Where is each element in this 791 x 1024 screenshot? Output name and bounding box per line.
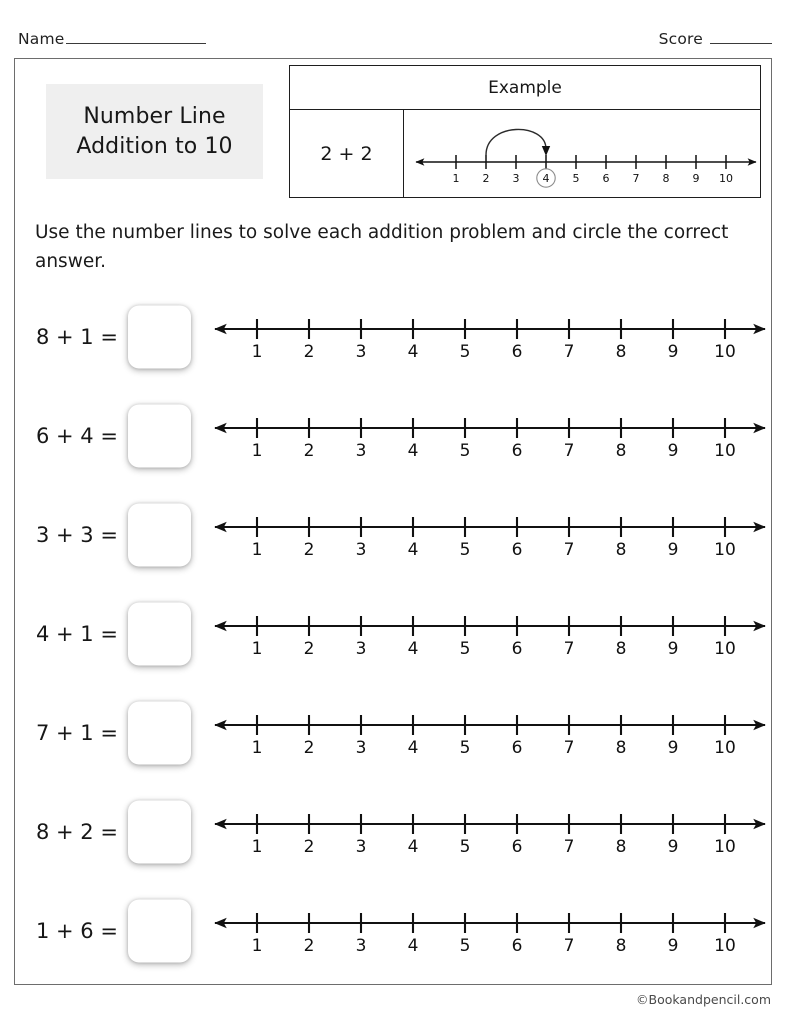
numberline-tick-label: 2 <box>482 172 490 185</box>
example-equation: 2 + 2 <box>290 110 404 197</box>
problem-row <box>15 881 773 980</box>
numberline-tick-label: 3 <box>355 341 367 362</box>
problem-numberline[interactable] <box>207 503 767 567</box>
numberline-tick-label: 6 <box>511 638 523 659</box>
numberline-tick-label: 3 <box>355 440 367 461</box>
numberline-tick-label: 8 <box>615 341 627 362</box>
numberline-tick-label: 10 <box>719 172 733 185</box>
numberline-tick-label: 7 <box>563 638 575 659</box>
problem-equation: 7 + 1 = <box>36 720 118 745</box>
problem-row <box>15 287 773 386</box>
numberline-tick-label: 7 <box>563 935 575 956</box>
numberline-tick-label: 4 <box>542 172 550 185</box>
numberline-tick-label: 4 <box>407 638 419 659</box>
numberline-tick-label: 8 <box>662 172 670 185</box>
problem-numberline[interactable] <box>207 899 767 963</box>
page-header <box>0 0 791 58</box>
numberline-tick-label: 9 <box>667 341 679 362</box>
problem-numberline[interactable] <box>207 701 767 765</box>
footer-credit: ©Bookandpencil.com <box>636 992 771 1007</box>
numberline-tick-label: 3 <box>512 172 520 185</box>
problem-list <box>15 287 773 980</box>
page-title-line-1: Number Line <box>83 103 226 129</box>
problem-equation: 4 + 1 = <box>36 621 118 646</box>
numberline-tick-label: 8 <box>615 539 627 560</box>
answer-input-box[interactable] <box>128 305 191 368</box>
numberline-tick-label: 6 <box>511 440 523 461</box>
score-write-line[interactable] <box>710 43 772 44</box>
numberline-tick-label: 6 <box>511 737 523 758</box>
numberline-tick-label: 8 <box>615 836 627 857</box>
score-label: Score <box>658 30 703 48</box>
numberline-tick-label: 9 <box>692 172 700 185</box>
numberline-tick-label: 6 <box>511 836 523 857</box>
numberline-tick-label: 6 <box>602 172 610 185</box>
worksheet-title-block <box>46 84 263 179</box>
numberline-tick-label: 1 <box>251 935 263 956</box>
numberline-tick-label: 1 <box>251 341 263 362</box>
problem-equation: 6 + 4 = <box>36 423 118 448</box>
numberline-tick-label: 10 <box>714 935 736 956</box>
problem-row <box>15 683 773 782</box>
numberline-tick-label: 2 <box>303 638 315 659</box>
worksheet-body <box>14 58 772 985</box>
numberline-tick-label: 1 <box>251 836 263 857</box>
problem-numberline-svg <box>207 899 767 963</box>
numberline-tick-label: 10 <box>714 638 736 659</box>
numberline-tick-label: 6 <box>511 341 523 362</box>
numberline-tick-label: 2 <box>303 935 315 956</box>
name-label: Name <box>18 30 65 48</box>
numberline-tick-label: 2 <box>303 440 315 461</box>
numberline-tick-label: 5 <box>459 341 471 362</box>
problem-numberline[interactable] <box>207 602 767 666</box>
numberline-tick-label: 6 <box>511 539 523 560</box>
numberline-tick-label: 1 <box>251 539 263 560</box>
problem-numberline-svg <box>207 305 767 369</box>
page-title-line-2: Addition to 10 <box>76 133 233 159</box>
numberline-tick-label: 4 <box>407 539 419 560</box>
numberline-tick-label: 7 <box>563 836 575 857</box>
numberline-tick-label: 1 <box>452 172 460 185</box>
numberline-tick-label: 2 <box>303 737 315 758</box>
numberline-tick-label: 5 <box>459 539 471 560</box>
numberline-tick-label: 4 <box>407 440 419 461</box>
numberline-tick-label: 9 <box>667 440 679 461</box>
example-arrow-head <box>542 146 550 156</box>
problem-numberline-svg <box>207 404 767 468</box>
numberline-tick-label: 1 <box>251 440 263 461</box>
numberline-tick-label: 10 <box>714 440 736 461</box>
example-numberline-svg <box>404 110 760 197</box>
numberline-tick-label: 9 <box>667 539 679 560</box>
numberline-tick-label: 9 <box>667 935 679 956</box>
numberline-tick-label: 9 <box>667 737 679 758</box>
numberline-tick-label: 5 <box>459 935 471 956</box>
numberline-tick-label: 8 <box>615 935 627 956</box>
numberline-tick-label: 5 <box>459 836 471 857</box>
numberline-tick-label: 7 <box>563 737 575 758</box>
numberline-tick-label: 3 <box>355 539 367 560</box>
score-field-group <box>659 30 772 48</box>
numberline-tick-label: 8 <box>615 737 627 758</box>
numberline-tick-label: 4 <box>407 836 419 857</box>
problem-row <box>15 782 773 881</box>
numberline-tick-label: 2 <box>303 341 315 362</box>
example-numberline <box>404 110 760 197</box>
answer-input-box[interactable] <box>128 800 191 863</box>
numberline-tick-label: 7 <box>632 172 640 185</box>
instructions-text: Use the number lines to solve each addition problem and circle the correct answer. <box>35 222 729 272</box>
example-header-label: Example <box>290 66 760 110</box>
numberline-tick-label: 9 <box>667 836 679 857</box>
numberline-tick-label: 10 <box>714 539 736 560</box>
numberline-tick-label: 7 <box>563 539 575 560</box>
numberline-tick-label: 5 <box>459 737 471 758</box>
problem-numberline-svg <box>207 503 767 567</box>
problem-row <box>15 485 773 584</box>
numberline-tick-label: 7 <box>563 440 575 461</box>
problem-equation: 8 + 2 = <box>36 819 118 844</box>
problem-equation: 1 + 6 = <box>36 918 118 943</box>
problem-numberline-svg <box>207 602 767 666</box>
example-body <box>290 110 760 197</box>
numberline-tick-label: 8 <box>615 638 627 659</box>
numberline-tick-label: 3 <box>355 638 367 659</box>
numberline-tick-label: 5 <box>572 172 580 185</box>
numberline-tick-label: 2 <box>303 836 315 857</box>
problem-equation: 8 + 1 = <box>36 324 118 349</box>
problem-numberline[interactable] <box>207 305 767 369</box>
numberline-tick-label: 10 <box>714 836 736 857</box>
numberline-tick-label: 4 <box>407 935 419 956</box>
problem-numberline[interactable] <box>207 404 767 468</box>
numberline-tick-label: 4 <box>407 341 419 362</box>
problem-row <box>15 386 773 485</box>
problem-row <box>15 584 773 683</box>
numberline-tick-label: 1 <box>251 737 263 758</box>
numberline-tick-label: 5 <box>459 638 471 659</box>
numberline-tick-label: 10 <box>714 341 736 362</box>
problem-numberline[interactable] <box>207 800 767 864</box>
problem-numberline-svg <box>207 701 767 765</box>
numberline-tick-label: 6 <box>511 935 523 956</box>
numberline-tick-label: 5 <box>459 440 471 461</box>
answer-input-box[interactable] <box>128 404 191 467</box>
example-block <box>289 65 761 198</box>
example-jump-arc <box>486 129 546 155</box>
answer-input-box[interactable] <box>128 701 191 764</box>
answer-input-box[interactable] <box>128 602 191 665</box>
numberline-tick-label: 8 <box>615 440 627 461</box>
numberline-tick-label: 3 <box>355 935 367 956</box>
numberline-tick-label: 3 <box>355 836 367 857</box>
problem-equation: 3 + 3 = <box>36 522 118 547</box>
name-field-group <box>18 30 206 48</box>
numberline-tick-label: 1 <box>251 638 263 659</box>
numberline-tick-label: 7 <box>563 341 575 362</box>
name-write-line[interactable] <box>66 43 206 44</box>
answer-input-box[interactable] <box>128 503 191 566</box>
numberline-tick-label: 9 <box>667 638 679 659</box>
problem-numberline-svg <box>207 800 767 864</box>
numberline-tick-label: 2 <box>303 539 315 560</box>
answer-input-box[interactable] <box>128 899 191 962</box>
numberline-tick-label: 3 <box>355 737 367 758</box>
numberline-tick-label: 10 <box>714 737 736 758</box>
numberline-tick-label: 4 <box>407 737 419 758</box>
